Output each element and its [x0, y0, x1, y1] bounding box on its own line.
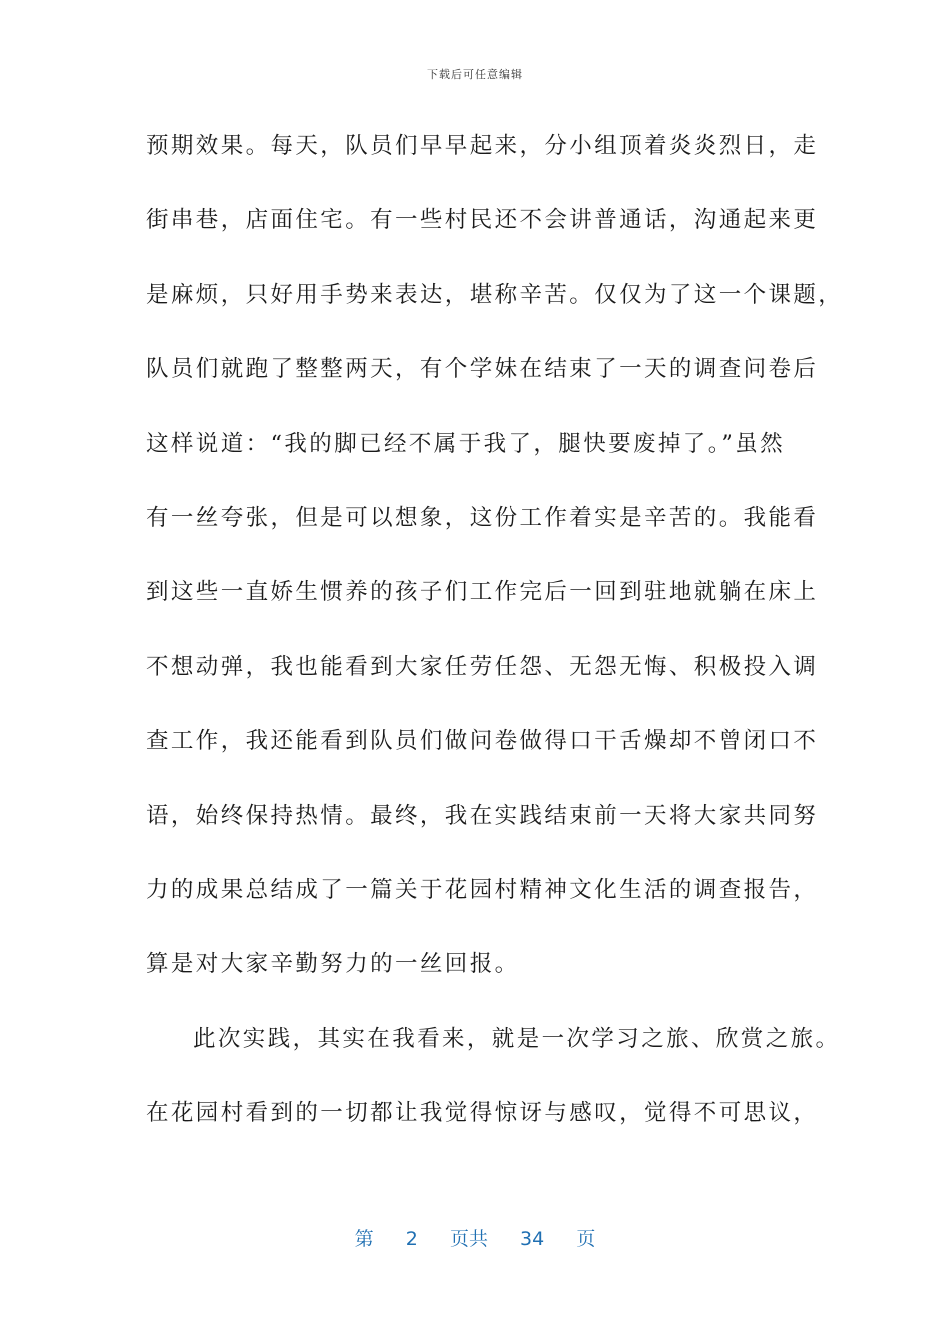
page-footer: [0, 1224, 950, 1251]
footer-prefix: 第: [354, 1228, 374, 1250]
footer-middle: 页共: [449, 1228, 488, 1250]
text-line: 不想动弹，我也能看到大家任劳任怨、无怨无悔、积极投入调: [146, 653, 819, 680]
text-line: 算是对大家辛勤努力的一丝回报。: [146, 951, 520, 978]
footer-suffix: 页: [576, 1228, 596, 1250]
document-body: [146, 122, 844, 1163]
text-line: 有一丝夸张，但是可以想象，这份工作着实是辛苦的。我能看: [146, 504, 819, 531]
text-line: 到这些一直娇生惯养的孩子们工作完后一回到驻地就躺在床上: [146, 579, 819, 606]
current-page-number: 2: [405, 1228, 418, 1250]
header-note: 下载后可任意编辑: [427, 68, 523, 81]
paragraph-start-line: 此次实践，其实在我看来，就是一次学习之旅、欣赏之旅。: [193, 1025, 841, 1052]
text-line: 语，始终保持热情。最终，我在实践结束前一天将大家共同努: [146, 802, 819, 829]
text-line: 力的成果总结成了一篇关于花园村精神文化生活的调查报告，: [146, 876, 819, 903]
text-line: 街串巷，店面住宅。有一些村民还不会讲普通话，沟通起来更: [146, 207, 819, 234]
text-line: 队员们就跑了整整两天，有个学妹在结束了一天的调查问卷后: [146, 356, 819, 383]
text-line: 查工作，我还能看到队员们做问卷做得口干舌燥却不曾闭口不: [146, 728, 819, 755]
total-pages-number: 34: [520, 1228, 545, 1250]
text-line: 这样说道：“我的脚已经不属于我了，腿快要废掉了。”虽然: [146, 430, 786, 457]
text-line: 预期效果。每天，队员们早早起来，分小组顶着炎炎烈日，走: [146, 133, 819, 159]
text-line: 是麻烦，只好用手势来表达，堪称辛苦。仅仅为了这一个课题，: [146, 281, 844, 308]
text-line: 在花园村看到的一切都让我觉得惊讶与感叹，觉得不可思议，: [146, 1100, 819, 1127]
